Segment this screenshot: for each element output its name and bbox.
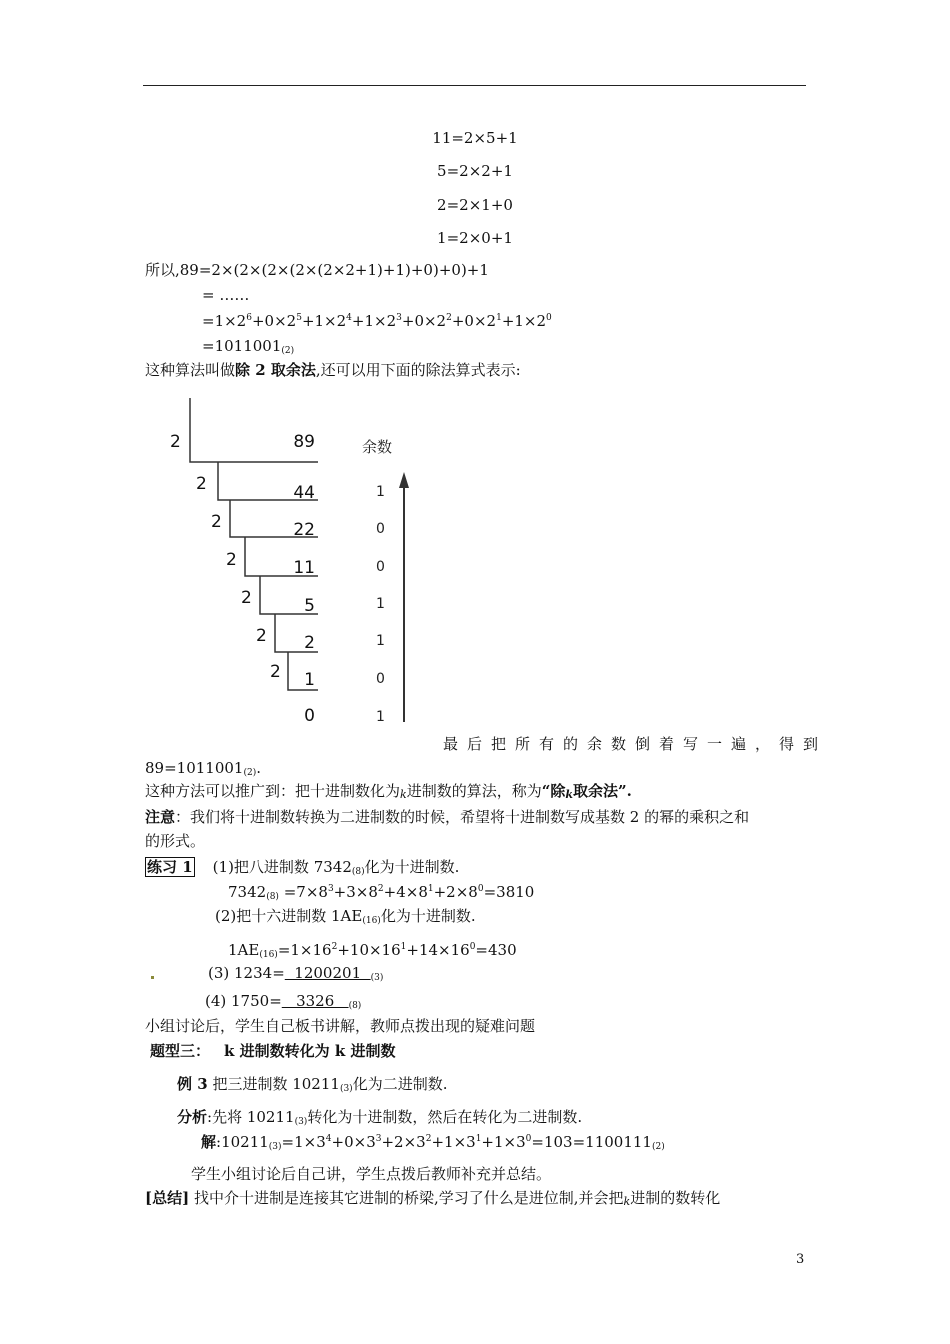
divisor: 2 <box>241 588 252 608</box>
remainder: 1 <box>376 596 385 612</box>
quotient: 89 <box>293 432 315 452</box>
equation-line: 11=2×5+1 <box>432 129 518 147</box>
solution-line: 解$:10211_{(3)}=1\times 3^4+0\times 3^3+2\times 3^2+1\times 3^1+1\times 3^0=103=1100111_{(2)}$ <box>201 1133 665 1152</box>
binary-result: $=1011001_{(2)}$ <box>202 337 295 356</box>
divisor: 2 <box>226 550 237 570</box>
up-arrow-head-icon <box>399 472 409 488</box>
equation-line: 2=2×1+0 <box>437 196 513 214</box>
conclusion-line: 最后把所有的余数倒着写一遍，得到 <box>443 735 828 753</box>
remainder: 0 <box>376 521 385 537</box>
division-bracket <box>190 398 318 462</box>
power-expansion: $=1\times 2^6+0\times 2^5+1\times 2^4+1\times 2^3+0\times 2^2+0\times 2^1+1\times 2^0$ <box>202 312 552 330</box>
divisor: 2 <box>196 474 207 494</box>
division-diagram <box>160 392 420 732</box>
example-3: 例 3 把三进制数 $10211_{(3)}$化为二进制数. <box>177 1075 448 1094</box>
exercise-question-3: (3) 1234= 1200201 $_{(3)}$ <box>208 964 384 983</box>
note-line: 注意：我们将十进制数转换为二进制数的时候，希望将十进制数写成基数 2 的幂的乘积之和 <box>145 808 750 826</box>
remainder-header: 余数 <box>362 438 393 456</box>
quotient: 11 <box>293 558 315 578</box>
dots-line: = …… <box>202 286 250 304</box>
summary-line: [总结] 找中介十进制是连接其它进制的桥梁,学习了什么是进位制,并会把$_k$进制的数转化 <box>145 1189 721 1208</box>
analysis-line: 分析:先将 $10211_{(3)}$转化为十进制数，然后在转化为二进制数. <box>177 1108 583 1127</box>
divisor: 2 <box>170 432 181 452</box>
generalize-line: 这种方法可以推广到：把十进制数化为$_k$进制数的算法，称为“除$_k$取余法”. <box>145 782 632 801</box>
exercise-question-4: (4) 1750= 3326 $_{(8)}$ <box>205 992 362 1011</box>
remainder: 0 <box>376 559 385 575</box>
discussion-2: 学生小组讨论后自己讲，学生点拨后教师补充并总结。 <box>191 1165 552 1183</box>
so-line: 所以,89=2×(2×(2×(2×(2×2+1)+1)+0)+0)+1 <box>145 261 489 279</box>
type-three-heading: 题型三： k 进制数转化为 k 进制数 <box>150 1042 396 1060</box>
quotient: 1 <box>304 670 315 690</box>
equation-line: 5=2×2+1 <box>437 162 513 180</box>
method-intro: 这种算法叫做除 2 取余法,还可以用下面的除法算式表示: <box>145 361 521 379</box>
quotient: 0 <box>304 706 315 726</box>
header-rule <box>143 85 806 86</box>
divisor: 2 <box>270 662 281 682</box>
stray-dot <box>151 976 154 979</box>
quotient: 44 <box>293 483 315 503</box>
quotient: 22 <box>293 520 315 540</box>
equation-line: 1=2×0+1 <box>437 229 513 247</box>
exercise-question-1: 练习 1 (1)把八进制数 $7342_{(8)}$化为十进制数. <box>147 858 460 877</box>
divisor: 2 <box>256 626 267 646</box>
remainder: 1 <box>376 484 385 500</box>
remainder: 1 <box>376 633 385 649</box>
exercise-question-2: (2)把十六进制数 $1AE_{(16)}$化为十进制数. <box>215 907 476 926</box>
remainder: 1 <box>376 709 385 725</box>
exercise-answer-2: $1AE_{(16)}=1\times 16^2+10\times 16^1+14\times 16^0=430$ <box>228 941 517 960</box>
quotient: 2 <box>304 633 315 653</box>
page-number: 3 <box>796 1252 805 1267</box>
exercise-answer-1: $7342_{(8)} =7\times 8^3+3\times 8^2+4\times 8^1+2\times 8^0=3810$ <box>228 883 535 902</box>
conclusion-result: $89=1011001_{(2)}$. <box>145 759 261 778</box>
remainder: 0 <box>376 671 385 687</box>
note-line-2: 的形式。 <box>145 832 206 850</box>
quotient: 5 <box>304 596 315 616</box>
discussion-1: 小组讨论后，学生自己板书讲解，教师点拨出现的疑难问题 <box>145 1017 536 1035</box>
divisor: 2 <box>211 512 222 532</box>
exercise-label: 练习 1 <box>147 858 193 876</box>
